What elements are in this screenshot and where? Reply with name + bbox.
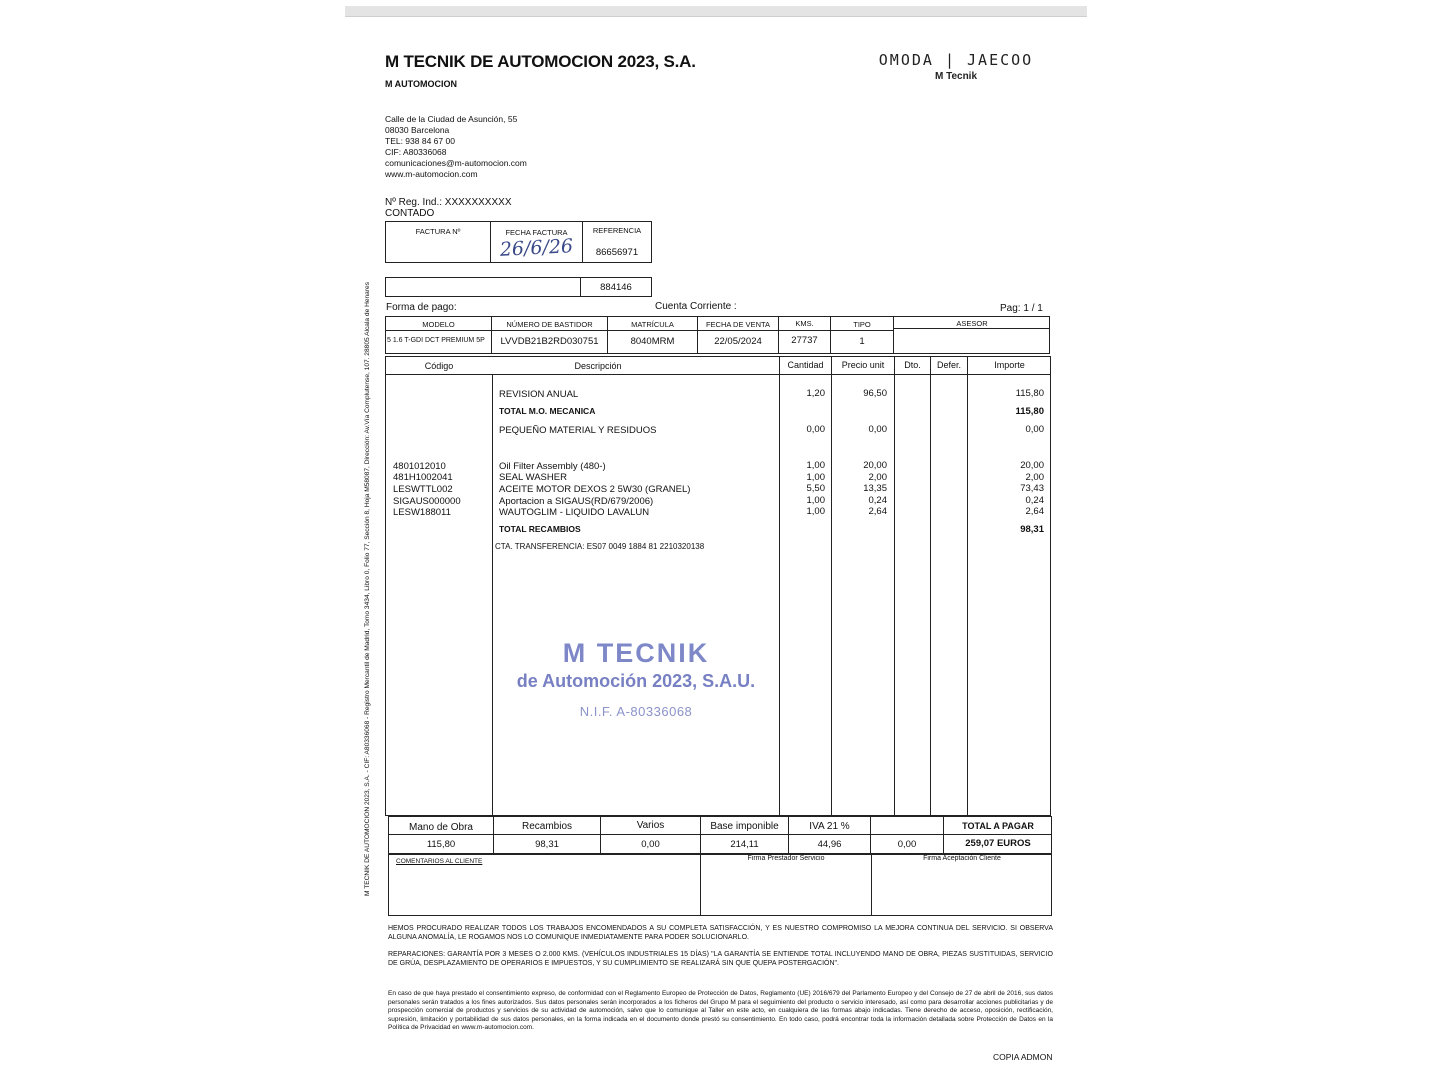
divider [930, 356, 931, 816]
registration-block [385, 197, 512, 219]
part-code: SIGAUS000000 [393, 496, 461, 507]
vehicle-header-fecha-venta: FECHA DE VENTA [705, 320, 771, 329]
part-qty: 1,00 [806, 506, 825, 517]
firma-cliente-label: Firma Aceptación Cliente [923, 855, 1001, 862]
referencia-label: REFERENCIA [592, 226, 642, 235]
firma-prestador-label: Firma Prestador Servicio [747, 855, 825, 862]
part-price: 0,24 [868, 495, 887, 506]
totals-header-varios: Varios [636, 820, 665, 831]
vehicle-bastidor: LVVDB21B2RD030751 [500, 336, 599, 347]
totals-other: 0,00 [897, 839, 917, 850]
legal-privacy: En caso de que haya prestado el consentimiento expreso, de conformidad con el Reglamento Europeo de Protección de Datos, Reglamento (UE) 2016/679 del Parlamento Europeo y del Consejo de 27 de abril de 2016, sus datos personales serán tratados a los fines autorizados. Sus datos personales serán incorporados a los ficheros del Grupo M para el seguimiento del producto o servicio interesado, así como para desarrollar acciones publicitarias y de prospección comercial de productos y servicios de su actividad de automoción, salvo que lo comunique al Taller en este acto, en cualquiera de las formas abajo indicadas. Tiene derecho de acceso, oposición, rectificación, supresión, limitación y portabilidad de sus datos personales, en la forma indicada en el documento donde prestó su consentimiento. En todo caso, podrá encontrar toda la información detallada sobre Protección de Datos en la Política de Privacidad en www.m-automocion.com. [388, 990, 1053, 1031]
items-header-descripcion: Descripción [574, 361, 622, 371]
reg-ind: Nº Reg. Ind.: XXXXXXXXXX [385, 197, 512, 208]
comments-label: COMENTARIOS AL CLIENTE [396, 858, 483, 865]
vehicle-fecha-venta: 22/05/2024 [714, 336, 762, 347]
part-code: 4801012010 [393, 461, 446, 472]
address-line: Calle de la Ciudad de Asunción, 55 [385, 114, 518, 124]
totals-varios: 0,00 [641, 839, 660, 850]
part-qty: 1,00 [806, 460, 825, 471]
items-header-cantidad: Cantidad [787, 360, 824, 370]
legal-warranty: REPARACIONES: GARANTÍA POR 3 MESES O 2.000 KMS. (VEHÍCULOS INDUSTRIALES 15 DÍAS) "LA GARANTÍA SE ENTIENDE TOTAL INCLUYENDO MANO DE OBRA, PIEZAS SUSTITUIDAS, SERVICIO DE GRÚA, DESPLAZAMIENTO DE OPERARIOS E IMPUESTOS, Y SU CUMPLIMIENTO SE REALIZARÁ SIN QUE QUEPA POSTERGACIÓN". [388, 951, 1053, 967]
vehicle-header-asesor: ASESOR [956, 319, 988, 328]
vehicle-header-tipo: TIPO [853, 320, 871, 329]
divider [871, 854, 872, 916]
part-code: 481H1002041 [393, 472, 453, 483]
company-stamp [494, 638, 778, 719]
part-desc: Oil Filter Assembly (480-) [499, 461, 606, 472]
stamp-line-1: M TECNIK [562, 638, 710, 668]
total-mo-value: 115,80 [1015, 406, 1044, 417]
vehicle-header-modelo: MODELO [422, 320, 455, 329]
address-line: TEL: 938 84 67 00 [385, 136, 455, 146]
part-price: 20,00 [863, 460, 887, 471]
part-price: 2,00 [868, 472, 887, 483]
vehicle-header-kms: KMS. [795, 319, 814, 328]
address-line: CIF: A80336068 [385, 147, 447, 157]
vehicle-tipo: 1 [859, 336, 865, 347]
part-desc: SEAL WASHER [499, 472, 567, 483]
total-recambios-value: 98,31 [1020, 524, 1044, 535]
part-desc: WAUTOGLIM - LIQUIDO LAVALUN [499, 507, 650, 518]
divider [492, 374, 493, 816]
registry-side-text: M TECNIK DE AUTOMOCION 2023, S.A. - CIF: A80336068 - Registro Mercantil de Madrid, Tomo 3434, Libro 0, Folio 77, Sección 8, Hoja M58087, Dirección: Av.Vía Complutense, 107. 28805 Alcala de Henares [364, 282, 371, 897]
totals-header-recambios: Recambios [521, 821, 573, 832]
vehicle-modelo: 5 1.6 T-GDI DCT PREMIUM 5P [387, 337, 485, 344]
small-material-qty: 0,00 [806, 424, 825, 435]
scan-edge [345, 6, 1087, 17]
labor-amount: 115,80 [1015, 388, 1044, 399]
company-address [385, 114, 527, 180]
total-mo-label: TOTAL M.O. MECANICA [499, 406, 596, 416]
part-amount: 2,64 [1025, 506, 1044, 517]
small-material-price: 0,00 [868, 424, 887, 435]
address-line: comunicaciones@m-automocion.com [385, 158, 527, 168]
labor-price: 96,50 [863, 388, 887, 399]
totals-mano-obra: 115,80 [426, 839, 456, 850]
legal-satisfaction: HEMOS PROCURADO REALIZAR TODOS LOS TRABAJOS ENCOMENDADOS A SU COMPLETA SATISFACCIÓN, Y ES NUESTRO COMPROMISO LA MEJORA CONTINUA DEL SERVICIO. SI OBSERVA ALGUNA ANOMALÍA, LE ROGAMOS NOS LO COMUNIQUE INMEDIATAMENTE PARA PODER SOLUCIONARLO. [388, 925, 1053, 941]
part-price: 13,35 [863, 483, 887, 494]
items-header-importe: Importe [994, 360, 1025, 370]
cuenta-corriente-label: Cuenta Corriente : [655, 301, 737, 312]
part-desc: Aportacion a SIGAUS(RD/679/2006) [499, 496, 654, 507]
totals-recambios: 98,31 [535, 839, 559, 850]
totals-iva: 44,96 [817, 839, 842, 850]
part-amount: 2,00 [1025, 472, 1044, 483]
items-table [385, 356, 1051, 816]
part-price: 2,64 [868, 506, 887, 517]
brand-logo [866, 51, 1046, 82]
fecha-label: FECHA FACTURA [505, 228, 568, 237]
totals-total-pagar: 259,07 EUROS [965, 838, 1031, 849]
small-material-desc: PEQUEÑO MATERIAL Y RESIDUOS [499, 425, 657, 436]
part-qty: 5,50 [806, 483, 825, 494]
divider [893, 328, 1050, 329]
address-line: www.m-automocion.com [385, 169, 478, 179]
totals-header-mano-obra: Mano de Obra [409, 822, 473, 833]
stamp-line-2: de Automoción 2023, S.A.U. [516, 671, 756, 691]
stamp-line-3: N.I.F. A-80336068 [579, 704, 693, 719]
page-number: Pag: 1 / 1 [1000, 303, 1043, 314]
brand-logo-text: OMODA | JAECOO [878, 51, 1034, 69]
forma-pago-label: Forma de pago: [386, 302, 457, 313]
address-line: 08030 Barcelona [385, 125, 450, 135]
factura-label: FACTURA Nº [415, 227, 461, 236]
vehicle-header-matricula: MATRÍCULA [631, 320, 674, 329]
total-recambios-label: TOTAL RECAMBIOS [499, 524, 581, 534]
labor-desc: REVISION ANUAL [499, 389, 579, 400]
part-desc: ACEITE MOTOR DEXOS 2 5W30 (GRANEL) [499, 484, 691, 495]
contado: CONTADO [385, 208, 435, 219]
items-header-precio: Precio unit [841, 360, 885, 370]
part-amount: 20,00 [1020, 460, 1044, 471]
items-header-codigo: Código [424, 361, 454, 371]
part-code: LESWTTL002 [393, 484, 453, 495]
items-header-dto: Dto. [904, 360, 921, 370]
totals-header-iva: IVA 21 % [809, 821, 850, 832]
signatures-box [388, 854, 1052, 916]
small-material-amount: 0,00 [1025, 424, 1044, 435]
secondary-value: 884146 [600, 282, 632, 293]
divider [894, 356, 895, 816]
part-code: LESW188011 [393, 507, 451, 518]
company-name: M TECNIK DE AUTOMOCION 2023, S.A. [385, 52, 696, 71]
part-qty: 1,00 [806, 495, 825, 506]
part-qty: 1,00 [806, 472, 825, 483]
divider [700, 854, 701, 916]
vehicle-header-bastidor: NÚMERO DE BASTIDOR [506, 320, 593, 329]
part-amount: 73,43 [1020, 483, 1044, 494]
items-header-defer: Defer. [936, 360, 961, 370]
referencia-value: 86656971 [595, 247, 639, 258]
bank-transfer: CTA. TRANSFERENCIA: ES07 0049 1884 81 2210320138 [495, 542, 705, 551]
vehicle-kms: 27737 [791, 335, 818, 346]
fecha-handwritten: 26/6/26 [499, 235, 574, 261]
totals-header-base: Base imponible [710, 821, 779, 832]
brand-logo-sub: M Tecnik [934, 71, 978, 82]
totals-base: 214,11 [730, 839, 759, 850]
company-subtitle: M AUTOMOCION [385, 79, 457, 89]
copy-label: COPIA ADMON [993, 1052, 1053, 1062]
part-amount: 0,24 [1025, 495, 1044, 506]
divider [385, 374, 1051, 375]
divider [388, 834, 1052, 835]
divider [385, 330, 893, 331]
vehicle-matricula: 8040MRM [630, 336, 675, 347]
totals-header-total: TOTAL A PAGAR [962, 821, 1034, 831]
labor-qty: 1,20 [806, 388, 825, 399]
